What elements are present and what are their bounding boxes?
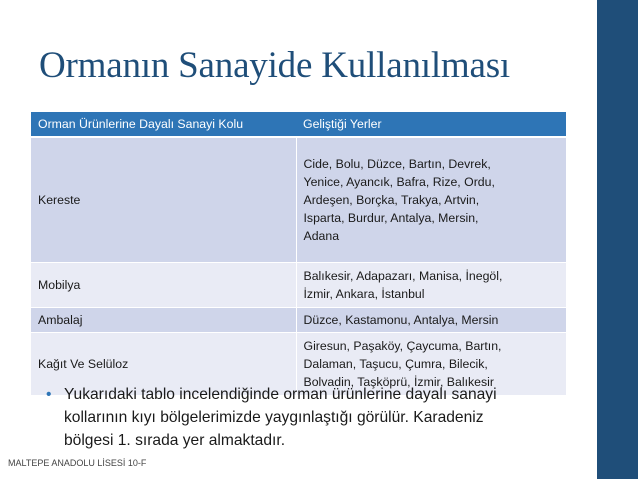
industry-table	[31, 112, 566, 395]
summary-bullet	[46, 383, 584, 452]
places-line: İzmir, Ankara, İstanbul	[303, 287, 425, 301]
side-accent-bar	[597, 0, 638, 479]
places-line: Bolvadin, Taşköprü, İzmir, Balıkesir	[303, 375, 494, 389]
table-header-row	[31, 112, 566, 137]
slide-title: Ormanın Sanayide Kullanılması	[39, 45, 510, 86]
places-cell	[296, 137, 566, 263]
sector-cell: Mobilya	[31, 263, 296, 308]
places-cell	[296, 308, 566, 333]
places-line: Cide, Bolu, Düzce, Bartın, Devrek,	[303, 157, 491, 171]
bullet-line: bölgesi 1. sırada yer almaktadır.	[64, 432, 286, 449]
table-row	[31, 137, 566, 263]
sector-cell: Kereste	[31, 137, 296, 263]
bullet-marker: •	[46, 386, 52, 403]
places-line: Dalaman, Taşucu, Çumra, Bilecik,	[303, 357, 488, 371]
table-row	[31, 263, 566, 308]
places-line: Yenice, Ayancık, Bafra, Rize, Ordu,	[303, 175, 495, 189]
footer-text: MALTEPE ANADOLU LİSESİ 10-F	[8, 458, 147, 468]
places-line: Düzce, Kastamonu, Antalya, Mersin	[303, 313, 499, 327]
places-line: Isparta, Burdur, Antalya, Mersin,	[303, 211, 479, 225]
places-line: Adana	[303, 229, 340, 243]
table-row	[31, 308, 566, 333]
sector-cell: Kağıt Ve Selüloz	[31, 333, 296, 396]
sector-cell: Ambalaj	[31, 308, 296, 333]
places-line: Giresun, Paşaköy, Çaycuma, Bartın,	[303, 339, 502, 353]
header-places: Geliştiği Yerler	[296, 112, 566, 137]
bullet-line: kollarının kıyı bölgelerimizde yaygınlaştığı görülür. Karadeniz	[64, 409, 484, 426]
places-cell	[296, 263, 566, 308]
places-line: Balıkesir, Adapazarı, Manisa, İnegöl,	[303, 269, 503, 283]
places-line: Ardeşen, Borçka, Trakya, Artvin,	[303, 193, 480, 207]
header-sector: Orman Ürünlerine Dayalı Sanayi Kolu	[31, 112, 296, 137]
bullet-line: Yukarıdaki tablo incelendiğinde orman ürünlerine dayalı sanayi	[64, 386, 497, 403]
